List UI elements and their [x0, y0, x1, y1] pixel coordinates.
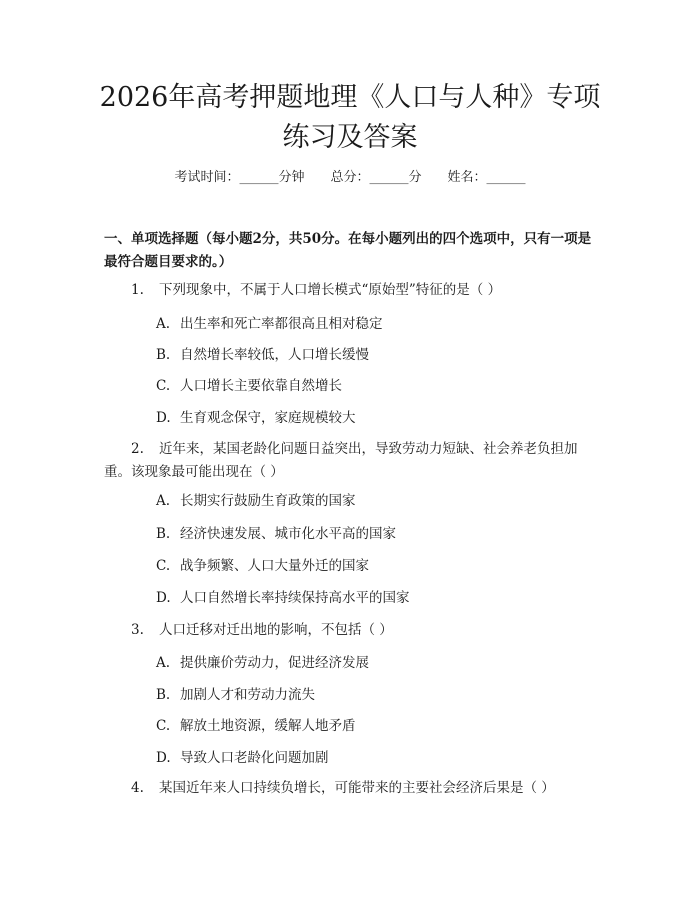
- student-name-field: 姓名：______: [447, 170, 526, 185]
- question-3-option-b: [156, 685, 596, 705]
- option-text: 出生率和死亡率都很高且相对稳定: [180, 316, 383, 332]
- question-stem: 某国近年来人口持续负增长，可能带来的主要社会经济后果是（ ）: [159, 780, 555, 796]
- option-letter: C.: [156, 558, 171, 574]
- question-1: [104, 279, 599, 302]
- exam-time-field: 考试时间：______分钟: [174, 170, 305, 185]
- option-letter: A.: [156, 493, 171, 509]
- question-number: 3.: [131, 622, 144, 638]
- question-2-option-d: [156, 588, 596, 608]
- option-text: 自然增长率较低，人口增长缓慢: [180, 347, 369, 363]
- option-letter: D.: [156, 410, 171, 426]
- option-text: 生育观念保守，家庭规模较大: [180, 410, 356, 426]
- option-text: 解放土地资源，缓解人地矛盾: [180, 718, 356, 734]
- option-text: 人口自然增长率持续保持高水平的国家: [180, 590, 410, 606]
- document-title: 2026年高考押题地理《人口与人种》专项练习及答案: [99, 82, 601, 153]
- question-1-option-b: [156, 345, 596, 365]
- question-2-option-b: [156, 524, 596, 544]
- exam-meta: [0, 168, 700, 188]
- question-number: 1.: [131, 282, 144, 298]
- option-text: 战争频繁、人口大量外迁的国家: [180, 558, 369, 574]
- question-2: [104, 438, 599, 484]
- question-1-option-a: [156, 314, 596, 334]
- question-2-option-c: [156, 556, 596, 576]
- option-letter: D.: [156, 590, 171, 606]
- question-number: 2.: [131, 441, 144, 457]
- option-letter: C.: [156, 718, 171, 734]
- question-3-option-a: [156, 653, 596, 673]
- option-letter: A.: [156, 655, 171, 671]
- option-text: 提供廉价劳动力，促进经济发展: [180, 655, 369, 671]
- question-stem: 近年来，某国老龄化问题日益突出，导致劳动力短缺、社会养老负担加重。该现象最可能出现在（ ）: [104, 441, 578, 480]
- option-text: 导致人口老龄化问题加剧: [180, 750, 329, 766]
- section-heading: 一、单项选择题（每小题2分，共50分。在每小题列出的四个选项中，只有一项是最符合题目要求的。）: [104, 231, 592, 270]
- option-letter: B.: [156, 687, 171, 703]
- question-3-option-d: [156, 748, 596, 768]
- option-letter: B.: [156, 526, 171, 542]
- question-2-option-a: [156, 491, 596, 511]
- option-text: 人口增长主要依靠自然增长: [180, 378, 342, 394]
- option-text: 经济快速发展、城市化水平高的国家: [180, 526, 396, 542]
- question-stem: 人口迁移对迁出地的影响，不包括（ ）: [159, 622, 393, 638]
- option-letter: C.: [156, 378, 171, 394]
- option-text: 长期实行鼓励生育政策的国家: [180, 493, 356, 509]
- question-4: [104, 777, 599, 800]
- question-stem: 下列现象中，不属于人口增长模式“原始型”特征的是（ ）: [159, 282, 502, 298]
- question-3-option-c: [156, 716, 596, 736]
- option-letter: D.: [156, 750, 171, 766]
- question-1-option-c: [156, 376, 596, 396]
- question-number: 4.: [131, 780, 144, 796]
- option-letter: A.: [156, 316, 171, 332]
- option-letter: B.: [156, 347, 171, 363]
- question-3: [104, 619, 599, 642]
- question-1-option-d: [156, 408, 596, 428]
- option-text: 加剧人才和劳动力流失: [180, 687, 315, 703]
- total-score-field: 总分：______分: [330, 170, 422, 185]
